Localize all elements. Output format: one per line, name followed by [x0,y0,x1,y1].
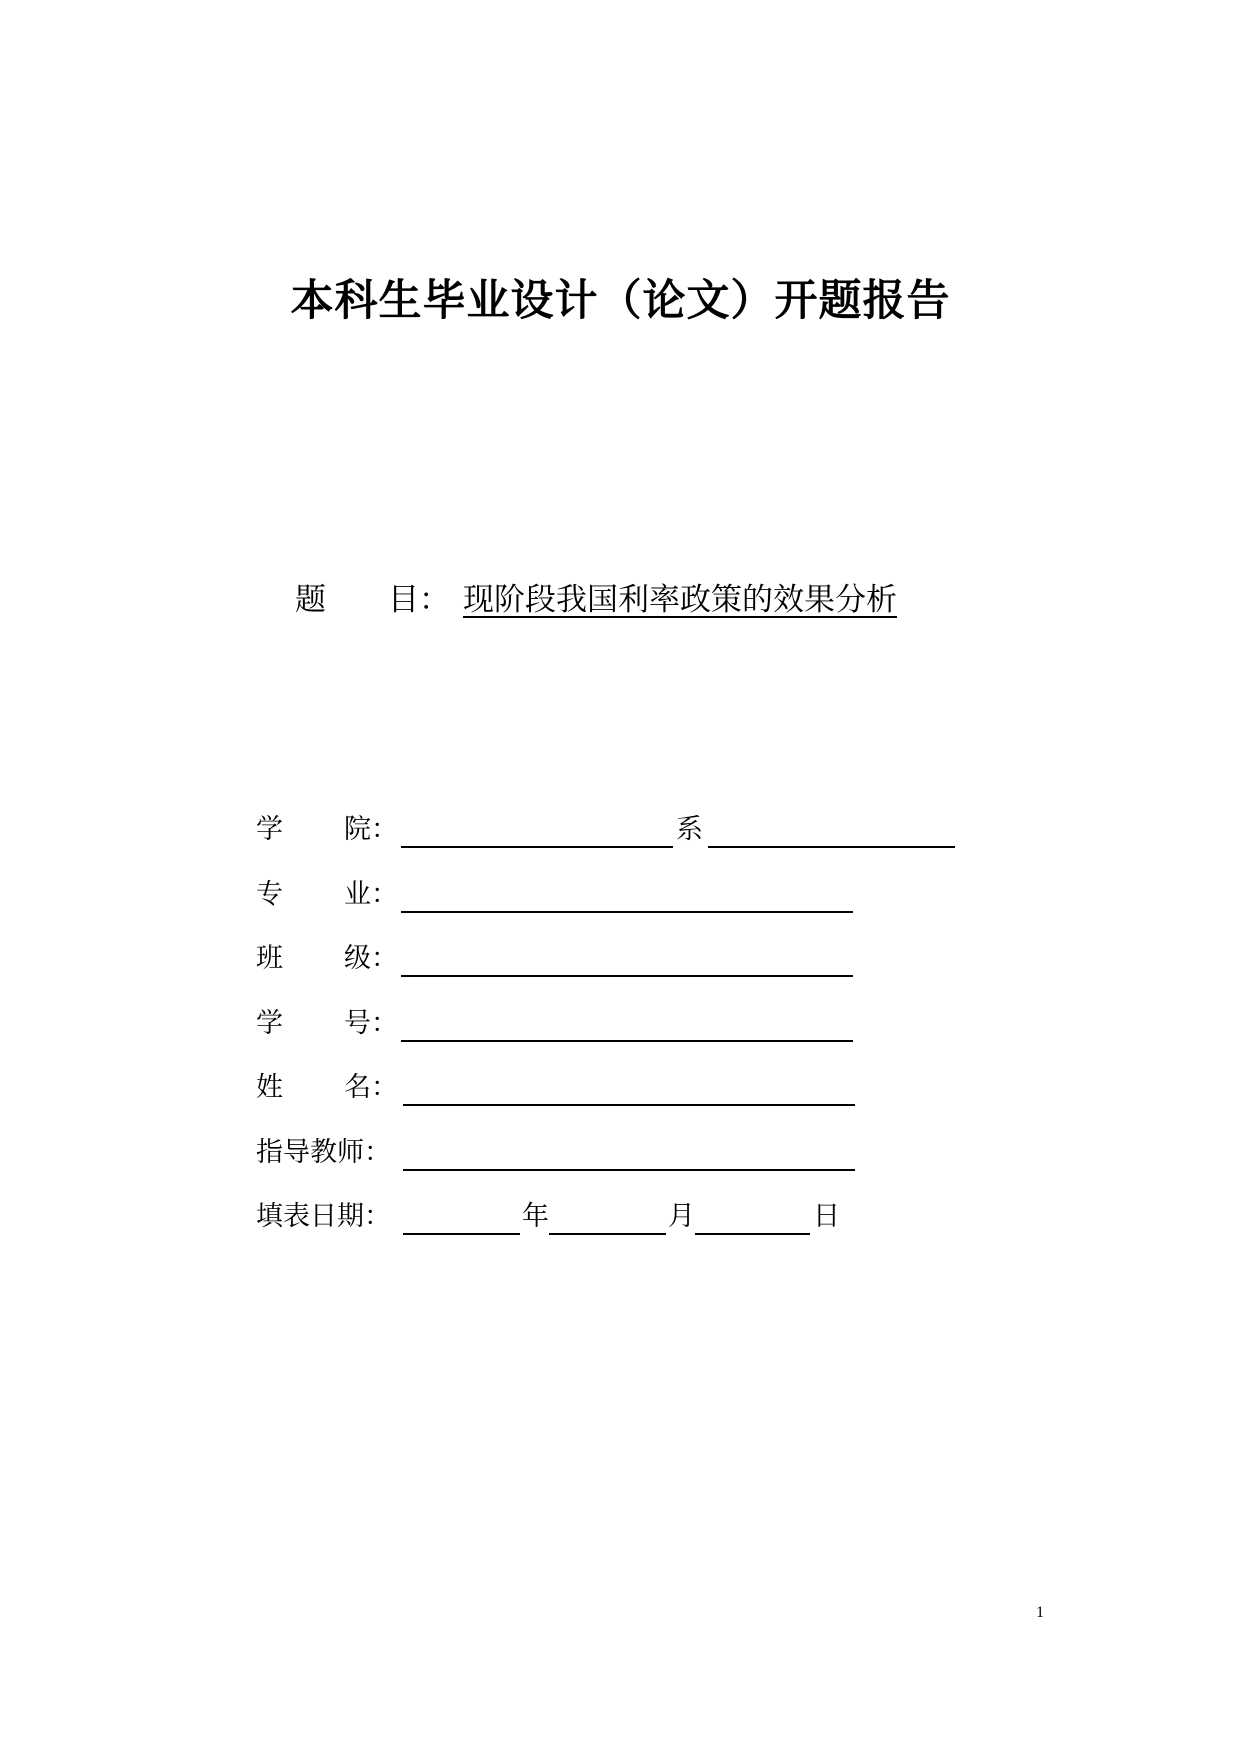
student-id-label-char2: 号 [344,1007,371,1039]
topic-row [295,582,897,618]
class-blank[interactable] [401,975,853,977]
page-title: 本科生毕业设计（论文）开题报告 [290,276,951,326]
name-label-colon: ： [371,1072,398,1103]
date-year-blank[interactable] [403,1233,520,1235]
page-number: 1 [1036,1604,1044,1621]
class-label-char1: 班 [256,943,283,974]
student-id-label [256,1006,401,1042]
name-blank[interactable] [403,1104,855,1106]
advisor-blank[interactable] [403,1169,855,1171]
date-day-label: 日 [813,1201,840,1232]
college-label-char2: 院 [344,814,371,845]
name-label-char2: 名 [344,1072,371,1103]
student-id-blank[interactable] [401,1040,853,1042]
name-label [256,1070,401,1106]
college-blank[interactable] [401,846,673,848]
topic-label [295,582,450,618]
major-label [256,877,401,913]
class-label-char2: 级 [344,943,371,974]
college-label-char1: 学 [256,814,283,845]
college-label [256,812,401,848]
student-id-label-char1: 学 [256,1007,283,1039]
topic-label-colon: ： [419,582,450,618]
class-label-colon: ： [371,943,398,974]
major-label-char1: 专 [256,878,283,910]
student-id-label-colon: ： [371,1007,398,1039]
topic-label-char1: 题 [295,582,326,618]
date-day-blank[interactable] [695,1233,810,1235]
class-label [256,941,401,977]
major-blank[interactable] [401,911,853,913]
advisor-label: 指导教师： [256,1136,391,1168]
date-label: 填表日期： [256,1201,391,1232]
date-month-label: 月 [668,1201,695,1232]
topic-label-char2: 目 [388,582,419,618]
major-label-char2: 业 [344,878,371,910]
date-year-label: 年 [522,1201,549,1232]
topic-value: 现阶段我国利率政策的效果分析 [463,582,897,618]
college-label-colon: ： [371,814,398,845]
major-label-colon: ： [371,878,398,910]
name-label-char1: 姓 [256,1072,283,1103]
department-label: 系 [676,814,703,845]
date-month-blank[interactable] [549,1233,666,1235]
department-blank[interactable] [708,846,955,848]
